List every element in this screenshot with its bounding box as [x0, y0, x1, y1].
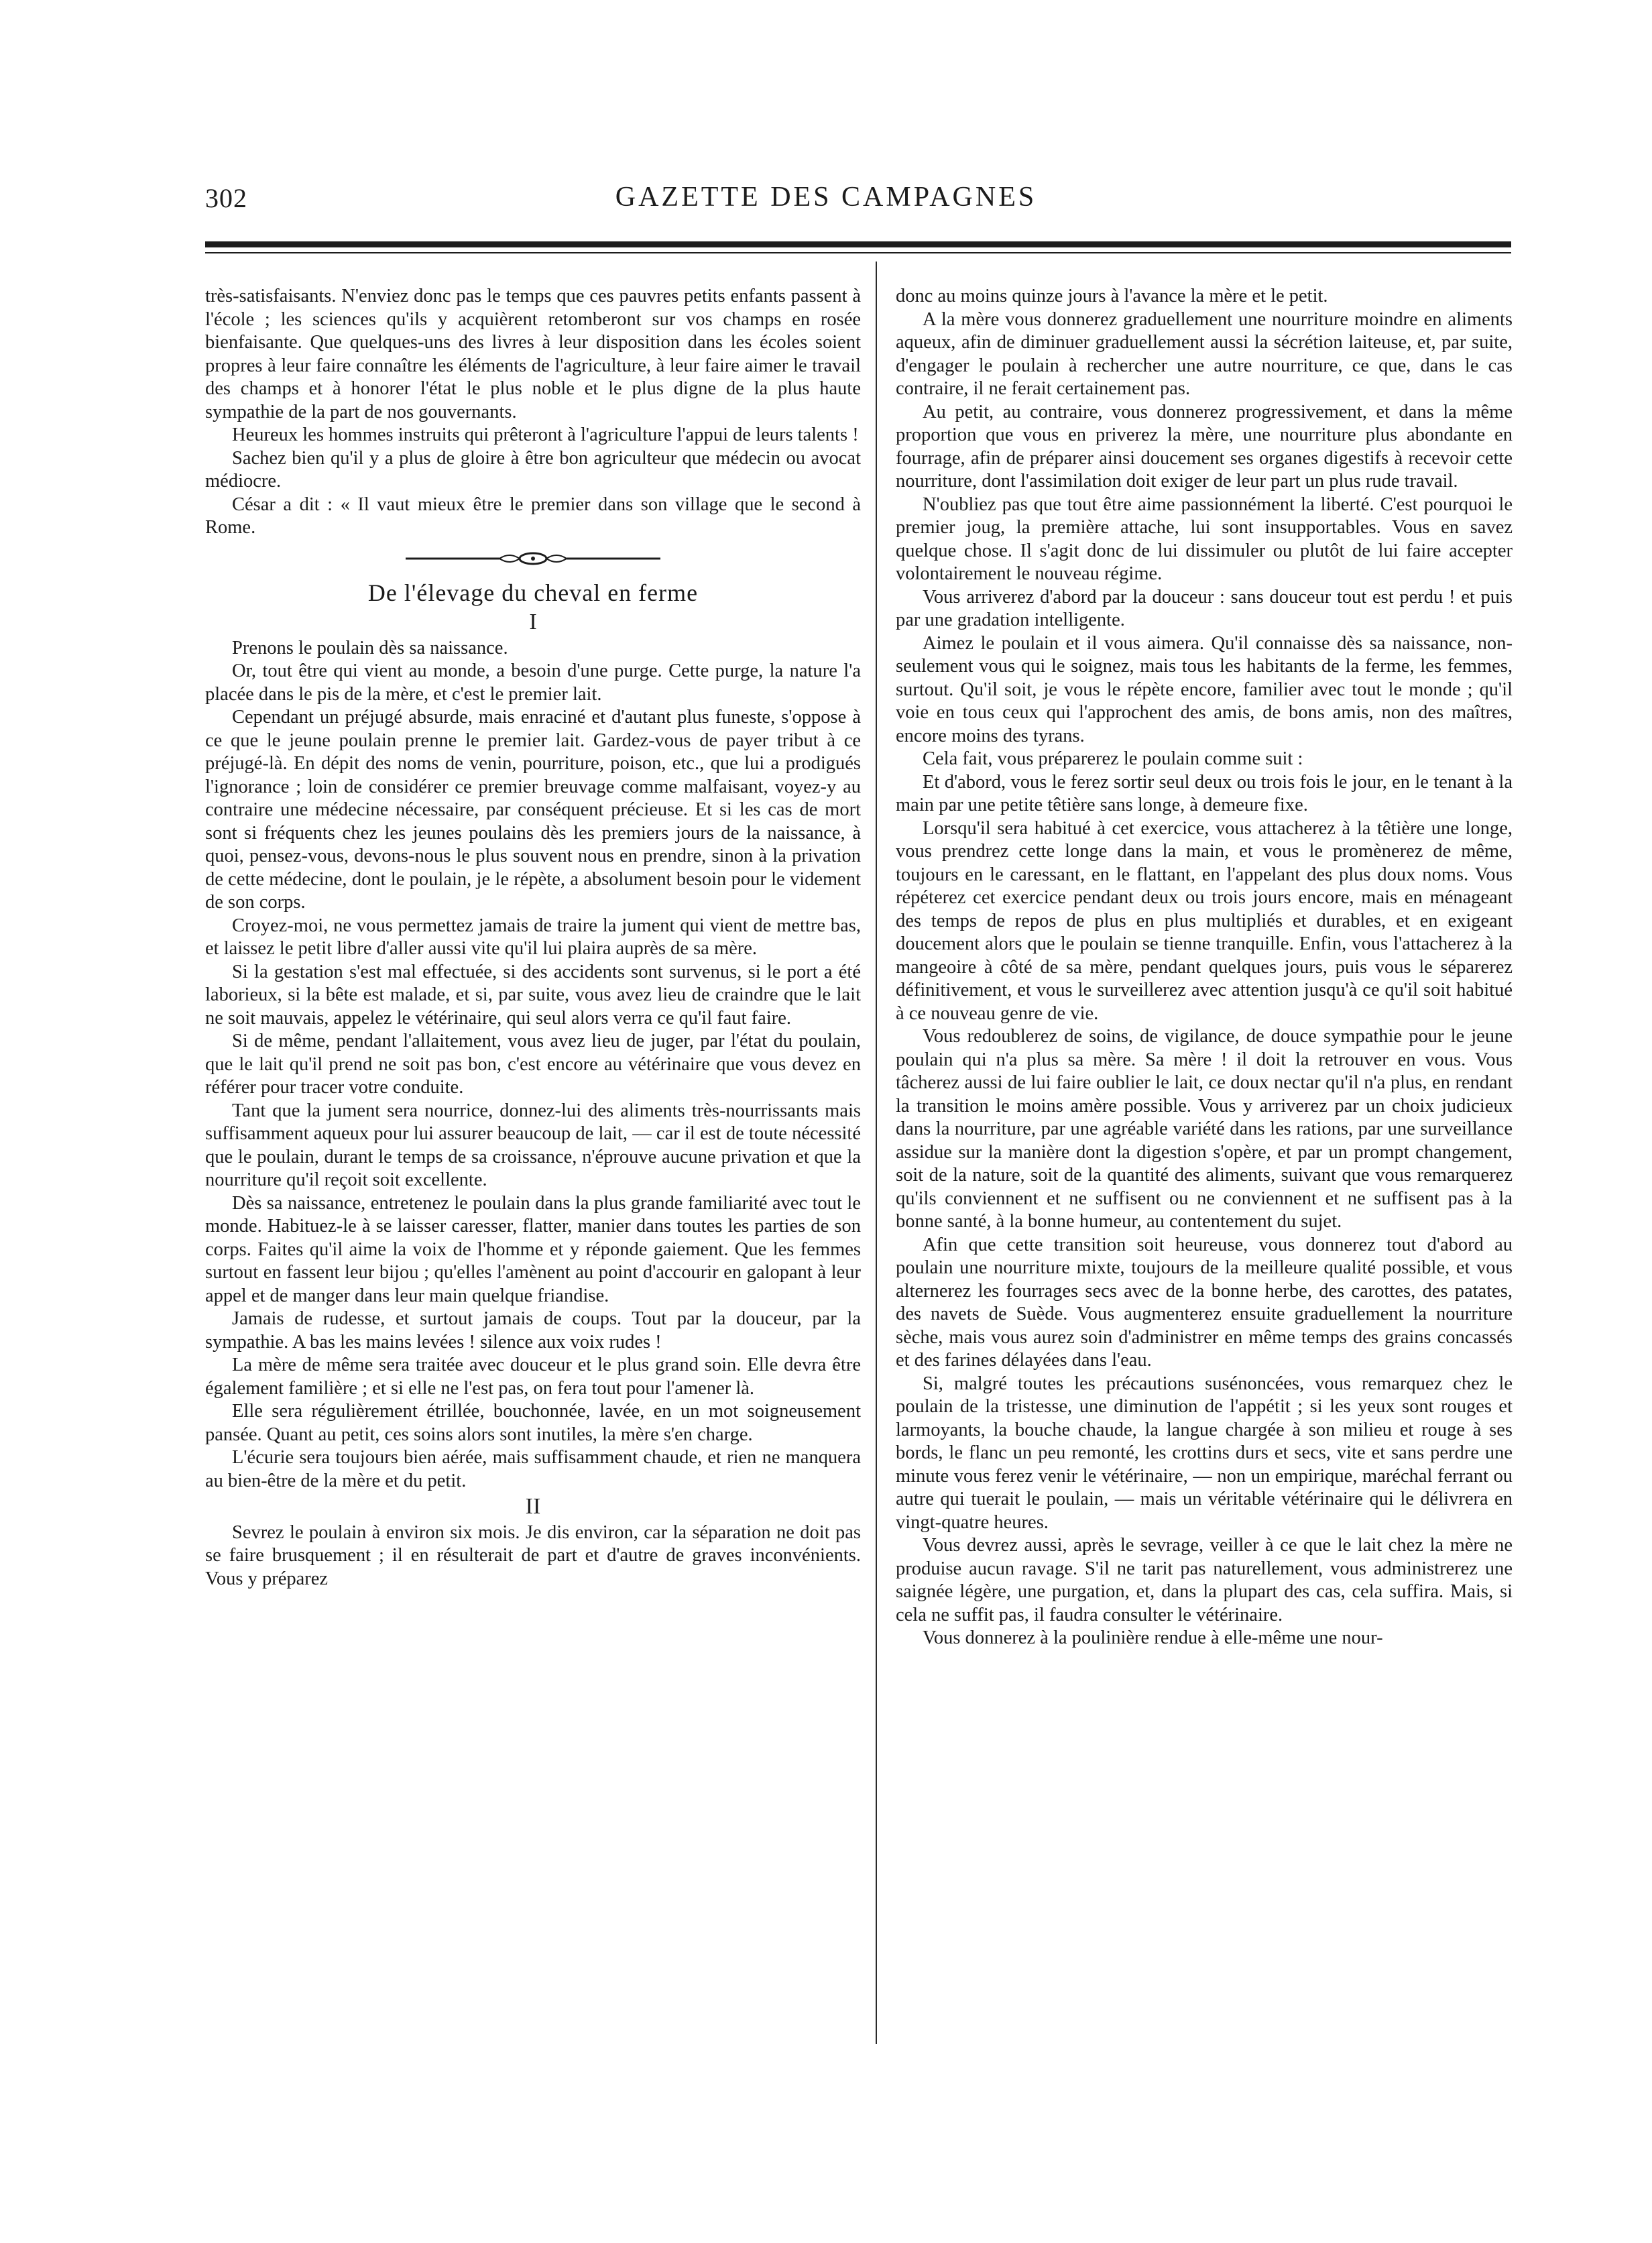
article-paragraph: A la mère vous donnerez graduellement une nourriture moindre en aliments aqueux, afin de diminuer graduellement aussi la sécrétion laiteuse, et, par suite, d'engager le poulain à rechercher une autre nourriture, ce que, dans le cas contraire, il ne ferait certainement pas.: [896, 308, 1513, 399]
left-column: [205, 285, 861, 1591]
right-column: [896, 285, 1513, 1650]
page-number: 302: [205, 183, 247, 213]
continuation-paragraph: donc au moins quinze jours à l'avance la mère et le petit.: [896, 286, 1328, 306]
intro-paragraph: Sachez bien qu'il y a plus de gloire à être bon agriculteur que médecin ou avocat médiocre.: [205, 447, 861, 492]
article-paragraph: Vous arriverez d'abord par la douceur : sans douceur tout est perdu ! et puis par une gradation intelligente.: [896, 586, 1513, 630]
article-paragraph: La mère de même sera traitée avec douceur et le plus grand soin. Elle devra être également familière ; et si elle ne l'est pas, on fera tout pour l'amener là.: [205, 1355, 861, 1399]
article-paragraph: Croyez-moi, ne vous permettez jamais de traire la jument qui vient de mettre bas, et laissez le petit libre d'aller aussi vite qu'il lui plaira auprès de sa mère.: [205, 915, 861, 959]
article-paragraph: Tant que la jument sera nourrice, donnez-lui des aliments très-nourrissants mais suffisamment aqueux pour lui assurer beaucoup de lait, — car il est de toute nécessité que le poulain, durant le temps de sa croissance, n'éprouve aucune privation et que la nourriture qu'il reçoit soit excellente.: [205, 1100, 861, 1190]
article-paragraph: Vous redoublerez de soins, de vigilance, de douce sympathie pour le jeune poulain qui n'a plus sa mère. Sa mère ! il doit la retrouver en vous. Vous tâcherez aussi de lui faire oublier le lait, ce doux nectar qu'il n'a plus, en rendant la transition le moins amère possible. Vous y arriverez par un choix judicieux dans la nourriture, par une agréable variété dans les rations, par une surveillance assidue sur la manière dont la digestion s'opère, et par un prompt changement, soit de la nature, soit de la quantité des aliments, suivant que vous remarquerez qu'ils conviennent et ne suffisent ou ne conviennent et ne suffisent pas à la bonne santé, à la bonne humeur, au contentement du sujet.: [896, 1026, 1513, 1232]
column-divider: [876, 262, 877, 2044]
article-paragraph: Si de même, pendant l'allaitement, vous avez lieu de juger, par l'état du poulain, que le lait qu'il prend ne soit pas bon, c'est encore au vétérinaire que vous devez en référer pour tracer votre conduite.: [205, 1031, 861, 1098]
article-paragraph: Prenons le poulain dès sa naissance.: [232, 637, 508, 658]
section-title: De l'élevage du cheval en ferme: [367, 579, 699, 606]
ornament-divider: [399, 551, 667, 567]
header-rule-thick: [205, 241, 1511, 247]
article-paragraph: Cependant un préjugé absurde, mais enraciné et d'autant plus funeste, s'oppose à ce que le jeune poulain prenne le premier lait. Gardez-vous de payer tribut à ce préjugé-là. En dépit des noms de venin, pourriture, poison, etc., que lui a prodigués l'ignorance ; loin de considérer ce premier breuvage comme malfaisant, voyez-y au contraire une médecine nécessaire, par conséquent précieuse. Et si les cas de mort sont si fréquents chez les jeunes poulains dès les premiers jours de la naissance, à quoi, pensez-vous, devons-nous le plus souvent nous en prendre, sinon à la privation de cette médecine, dont le poulain, je le répète, a absolument besoin pour le videment de son corps.: [205, 707, 861, 913]
article-paragraph: Cela fait, vous préparerez le poulain comme suit :: [923, 748, 1303, 769]
article-paragraph: Si la gestation s'est mal effectuée, si des accidents sont survenus, si le port a été laborieux, si la bête est malade, et si, par suite, vous avez lieu de craindre que le lait ne soit mauvais, appelez le vétérinaire, qui seul alors verra ce qu'il faut faire.: [205, 961, 861, 1029]
article-paragraph: N'oubliez pas que tout être aime passionnément la liberté. C'est pourquoi le premier joug, la première attache, lui sont insupportables. Vous en savez quelque chose. Il s'agit donc de lui dissimuler ou plutôt de lui faire accepter volontairement le nouveau régime.: [896, 494, 1513, 584]
intro-paragraph: Heureux les hommes instruits qui prêteront à l'agriculture l'appui de leurs talents !: [232, 424, 859, 445]
intro-paragraph: très-satisfaisants. N'enviez donc pas le temps que ces pauvres petits enfants passent à l'école ; les sciences qu'ils y acquièrent retomberont sur vos champs en rosée bienfaisante. Que quelques-uns des livres à leur disposition dans les écoles soient propres à leur faire connaître les éléments de l'agriculture, à leur faire aimer le travail des champs et à honorer l'état le plus noble et le plus digne de la plus haute sympathie de la part de nos gouvernants.: [205, 286, 861, 422]
article-paragraph: Or, tout être qui vient au monde, a besoin d'une purge. Cette purge, la nature l'a placée dans le pis de la mère, et c'est le premier lait.: [205, 660, 861, 705]
article-paragraph: Afin que cette transition soit heureuse, vous donnerez tout d'abord au poulain une nourriture mixte, toujours de la meilleure qualité possible, et vous alternerez les fourrages secs avec de la bonne herbe, des carottes, des patates, des navets de Suède. Vous augmenterez ensuite graduellement la nourriture sèche, mais vous aurez soin d'administrer en même temps des grains concassés et des farines délayées dans l'eau.: [896, 1234, 1513, 1371]
article-paragraph: Vous donnerez à la poulinière rendue à elle-même une nour-: [923, 1627, 1383, 1648]
article-paragraph: Au petit, au contraire, vous donnerez progressivement, et dans la même proportion que vous en priverez la mère, une nourriture plus abondante en fourrage, afin de préparer ainsi doucement ses organes digestifs à recevoir cette nourriture, dont l'assimilation doit exiger de leur part un plus rude travail.: [896, 401, 1513, 492]
article-paragraph: Jamais de rudesse, et surtout jamais de coups. Tout par la douceur, par la sympathie. A bas les mains levées ! silence aux voix rudes !: [205, 1308, 861, 1353]
article-paragraph: Et d'abord, vous le ferez sortir seul deux ou trois fois le jour, en le tenant à la main par une petite têtière sans longe, à demeure fixe.: [896, 771, 1513, 815]
intro-paragraph: César a dit : « Il vaut mieux être le premier dans son village que le second à Rome.: [205, 494, 861, 538]
article-paragraph: L'écurie sera toujours bien aérée, mais suffisamment chaude, et rien ne manquera au bien-être de la mère et du petit.: [205, 1447, 861, 1491]
article-paragraph: Aimez le poulain et il vous aimera. Qu'il connaisse dès sa naissance, non-seulement vous qui le soignez, mais tous les habitants de la ferme, les femmes, surtout. Qu'il soit, je vous le répète encore, familier avec tout le monde ; qu'il voie en tous ceux qui l'approchent des amis, de bons amis, non des maîtres, encore moins des tyrans.: [896, 632, 1513, 746]
article-paragraph: Sevrez le poulain à environ six mois. Je dis environ, car la séparation ne doit pas se faire brusquement ; il en résulterait de part et d'autre de graves inconvénients. Vous y préparez: [205, 1521, 861, 1589]
article-paragraph: Si, malgré toutes les précautions susénoncées, vous remarquez chez le poulain de la tristesse, une diminution de l'appétit ; si les yeux sont rouges et larmoyants, la bouche chaude, la langue chargée à son milieu et rouge à ses bords, le flanc un peu remonté, les crottins durs et secs, vite et sans perdre une minute vous ferez venir le vétérinaire, — non un empirique, maréchal ferrant ou autre qui tuerait le poulain, — mais un véritable vétérinaire qui le délivrera en vingt-quatre heures.: [896, 1373, 1513, 1533]
running-title: GAZETTE DES CAMPAGNES: [615, 182, 1037, 213]
part-number-one: I: [529, 610, 537, 634]
article-paragraph: Vous devrez aussi, après le sevrage, veiller à ce que le lait chez la mère ne produise aucun ravage. S'il ne tarit pas naturellement, vous administrerez une saignée légère, une purgation, et, dans la plupart des cas, cela suffira. Mais, si cela ne suffit pas, il faudra consulter le vétérinaire.: [896, 1535, 1513, 1625]
part-number-two: II: [525, 1494, 541, 1519]
article-paragraph: Lorsqu'il sera habitué à cet exercice, vous attacherez à la têtière une longe, vous prendrez cette longe dans la main, et vous le promènerez de même, toujours en le caressant, en le flattant, en l'appelant des plus doux noms. Vous répéterez cet exercice pendant deux ou trois jours encore, mais en ménageant des temps de repos de plus en plus multipliés et durables, et en exigeant doucement alors que le poulain se tienne tranquille. Enfin, vous l'attacherez à la mangeoire à côté de sa mère, pendant quelques jours, puis vous le séparerez définitivement, et vous le surveillerez avec attention jusqu'à ce qu'il soit habitué à ce nouveau genre de vie.: [896, 817, 1513, 1024]
header-rule-thin: [205, 252, 1511, 253]
article-paragraph: Elle sera régulièrement étrillée, bouchonnée, lavée, en un mot soigneusement pansée. Quant au petit, ces soins alors sont inutiles, la mère s'en charge.: [205, 1401, 861, 1445]
article-paragraph: Dès sa naissance, entretenez le poulain dans la plus grande familiarité avec tout le monde. Habituez-le à se laisser caresser, flatter, manier dans toutes les parties de son corps. Faites qu'il aime la voix de l'homme et y réponde gaiement. Que les femmes surtout en fassent leur bijou ; qu'elles l'amènent au point d'accourir en galopant à leur appel et de manger dans leur main quelque friandise.: [205, 1192, 861, 1306]
